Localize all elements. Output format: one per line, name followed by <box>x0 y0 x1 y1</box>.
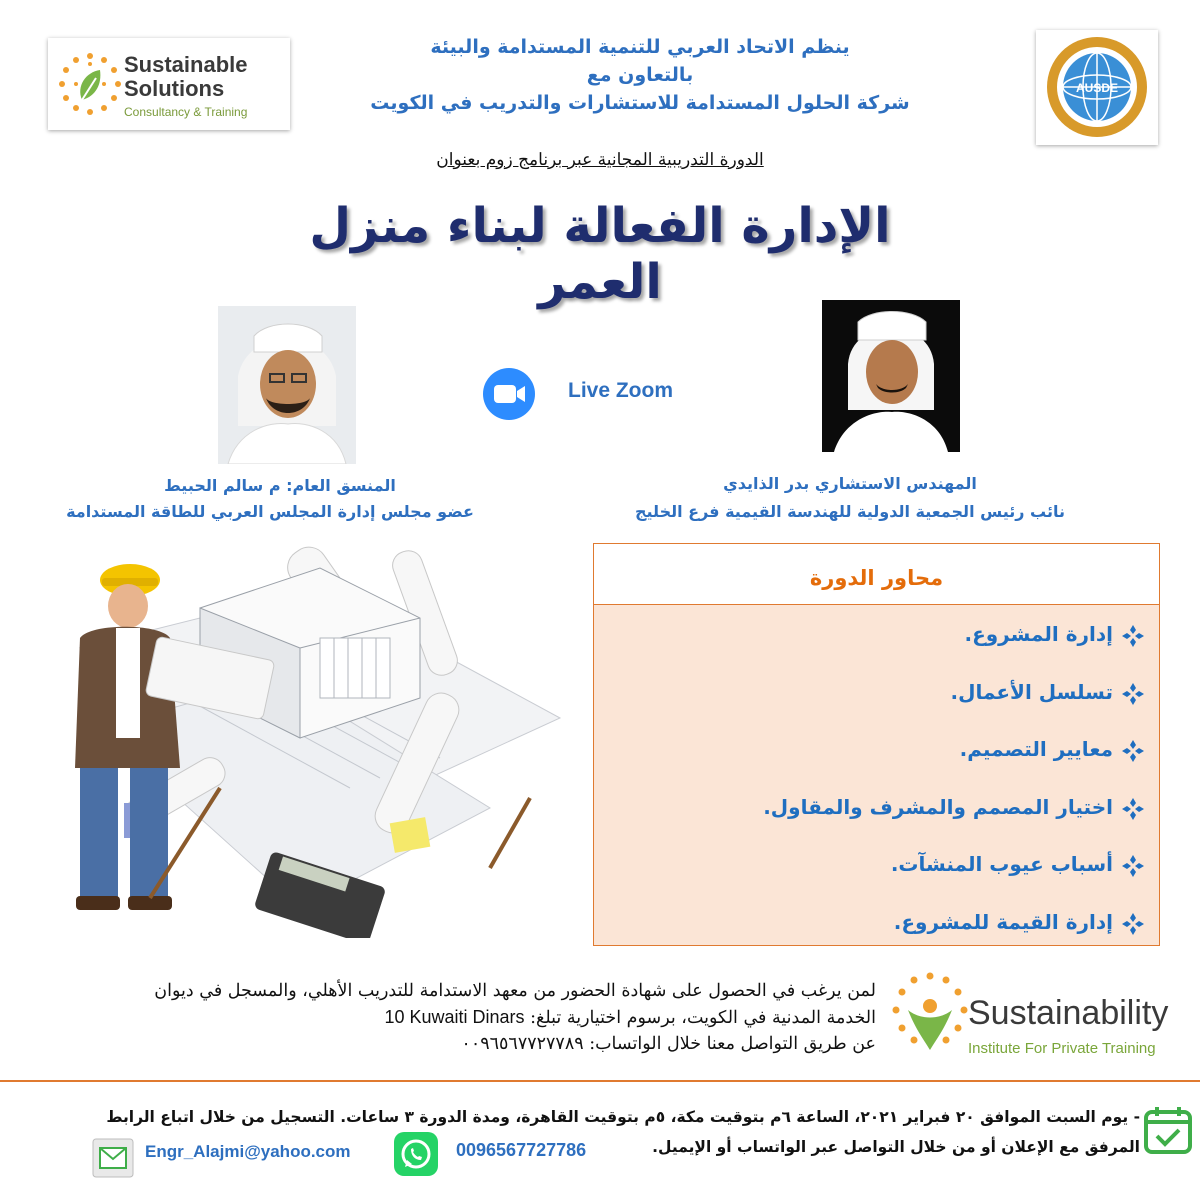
certificate-info <box>20 978 876 1057</box>
contact-email[interactable]: Engr_Alajmi@yahoo.com <box>145 1142 351 1161</box>
footer-divider <box>0 1080 1200 1082</box>
course-axes-list <box>605 622 1145 967</box>
event-details-line1: - يوم السبت الموافق ٢٠ فبراير ٢٠٢١، الساعة ٦م بتوقيت مكة، ٥م بتوقيت القاهرة، ومدة الدورة ٣ ساعات. التسجيل من خلال اتباع الرابط <box>106 1108 1140 1126</box>
sunburst-leaf-icon <box>56 50 124 118</box>
coordinator-role: عضو مجلس إدارة المجلس العربي للطاقة المستدامة <box>66 502 474 521</box>
contact-phone[interactable]: 0096567727786 <box>456 1140 587 1160</box>
course-title: الإدارة الفعالة لبناء منزل العمر <box>309 198 891 310</box>
sustainability-tagline: Institute For Private Training <box>968 1040 1156 1057</box>
sustainable-solutions-logo <box>48 38 290 130</box>
diamond-bullet-icon <box>1121 682 1145 706</box>
list-item <box>605 622 1145 680</box>
ss-brand-line1: Sustainable <box>124 52 248 77</box>
certificate-line1: لمن يرغب في الحصول على شهادة الحضور من معهد الاستدامة للتدريب الأهلي، والمسجل في ديوان <box>154 981 876 1001</box>
course-axes-title: محاور الدورة <box>809 566 944 590</box>
zoom-camera-icon <box>483 368 535 420</box>
axis-item-text: إدارة المشروع. <box>964 622 1113 646</box>
diamond-bullet-icon <box>1121 739 1145 763</box>
ausde-logo <box>1036 30 1158 145</box>
ss-brand-tagline: Consultancy & Training <box>124 105 248 119</box>
partner-line: شركة الحلول المستدامة للاستشارات والتدريب في الكويت <box>370 92 910 114</box>
axis-item-text: أسباب عيوب المنشآت. <box>890 852 1113 876</box>
axis-item-text: تسلسل الأعمال. <box>950 679 1113 704</box>
diamond-bullet-icon <box>1121 797 1145 821</box>
calendar-check-icon <box>1142 1104 1194 1156</box>
list-item <box>605 852 1145 910</box>
list-item <box>605 737 1145 795</box>
axis-item-text: اختيار المصمم والمشرف والمقاول. <box>763 794 1113 819</box>
coordinator-name: المنسق العام: م سالم الحبيط <box>164 476 396 495</box>
course-subtitle: الدورة التدريبية المجانية عبر برنامج زوم بعنوان <box>436 150 764 170</box>
live-zoom-label: Live Zoom <box>568 379 674 402</box>
certificate-line3: عن طريق التواصل معنا خلال الواتساب: ٠٠٩٦٥٦٧٧٢٧٧٨٩ <box>461 1034 876 1054</box>
whatsapp-icon <box>394 1132 438 1176</box>
diamond-bullet-icon <box>1121 912 1145 936</box>
engineer-photo <box>822 300 960 452</box>
axis-item-text: إدارة القيمة للمشروع. <box>893 909 1113 934</box>
coordinator-photo <box>218 306 356 464</box>
diamond-bullet-icon <box>1121 854 1145 878</box>
organizer-line: ينظم الاتحاد العربي للتنمية المستدامة والبيئة <box>430 36 850 58</box>
cooperation-line: بالتعاون مع <box>586 64 694 86</box>
event-details-line2: المرفق مع الإعلان أو من خلال التواصل عبر الواتساب أو الإيميل. <box>652 1138 1140 1156</box>
engineer-role: نائب رئيس الجمعية الدولية للهندسة القيمية فرع الخليج <box>634 502 1066 521</box>
sustainability-brand: Sustainability <box>968 994 1169 1032</box>
list-item <box>605 910 1145 968</box>
certificate-fee-line <box>20 1004 876 1031</box>
list-item <box>605 795 1145 853</box>
construction-illustration <box>20 528 575 938</box>
ausde-abbr: AUSDE <box>1075 81 1119 95</box>
diamond-bullet-icon <box>1121 624 1145 648</box>
list-item <box>605 680 1145 738</box>
sustainability-institute-logo <box>890 966 1180 1066</box>
ausde-seal-icon <box>1036 30 1158 145</box>
certificate-fee: 10 Kuwaiti Dinars <box>384 1007 525 1027</box>
sunburst-person-icon <box>890 970 970 1058</box>
axis-item-text: معايير التصميم. <box>959 737 1113 761</box>
ss-brand-line2: Solutions <box>124 76 225 101</box>
mail-icon <box>92 1138 134 1178</box>
course-axes-header <box>594 544 1159 605</box>
certificate-line2: الخدمة المدنية في الكويت، برسوم اختيارية تبلغ: <box>530 1008 876 1028</box>
course-axes-box <box>593 543 1160 946</box>
engineer-name: المهندس الاستشاري بدر الذايدي <box>723 474 977 493</box>
